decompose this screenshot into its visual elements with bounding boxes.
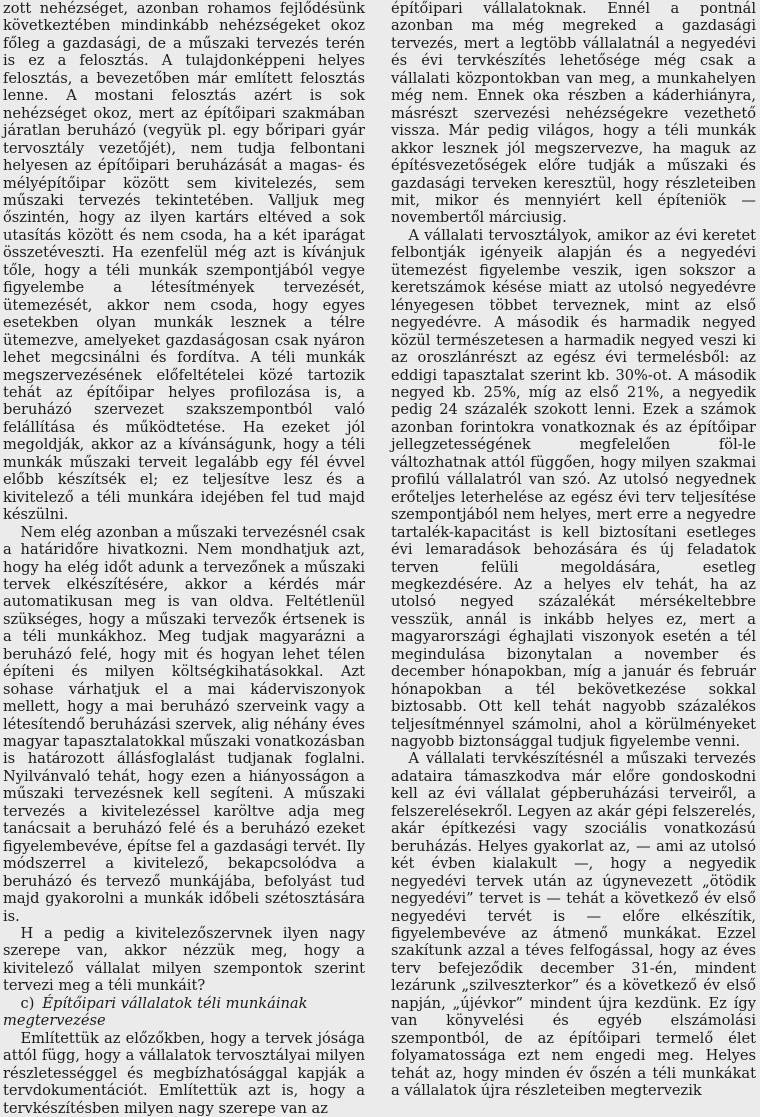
paragraph: Említettük az előzőkben, hogy a tervek jósága attól függ, hogy a vállalatok tervosztályai milyen részletességgel és megbízhatósággal kapják a tervdokumentációt. Említettük azt is, hogy a tervkészítésben milyen nagy szerepe van az: [3, 1029, 365, 1117]
right-column: [391, 0, 756, 1100]
paragraph: Nem elég azonban a műszaki tervezésnél csak a határidőre hivatkozni. Nem mondhatjuk azt, hogy ha elég időt adunk a tervezőnek a műszaki tervek elkészítésére, akkor a kérdés már automatikusan meg is van oldva. Feltétlenül szükséges, hogy a műszaki tervezők értsenek is a téli munkákhoz. Meg tudjak magyarázni a beruházó felé, hogy mit és hogyan lehet télen építeni és milyen költségkihatásokkal. Azt sohase várhatjuk el a mai káderviszonyok mellett, hogy a mai beruházó szerveink vagy a létesítendő beruházási szervek, alig néhány éves magyar tapasztalatokkal műszaki vonatkozásban is határozott állásfoglalást tudjanak foglalni. Nyilvánvaló tehát, hogy ezen a hiányosságon a műszaki tervezésnek kell segíteni. A műszaki tervezés a kivitelezéssel karöltve adja meg tanácsait a beruházó felé és a beruházó ezeket figyelembevéve, építse fel a gazdasági tervét. Ily módszerrel a kivitelező, bekapcsolódva a beruházó és tervező munkájába, befolyást tud majd gyakorolni a munkák időbeli szétosztására is.: [3, 523, 365, 925]
paragraph: A vállalati tervkészítésnél a műszaki tervezés adataira támaszkodva már előre gondoskodni kell az évi vállalat gépberuházási terveiről, a felszerelésekről. Legyen az akár gépi felszerelés, akár építkezési vagy szociális vonatkozású beruházás. Helyes gyakorlat az, — ami az utolsó két évben kialakult —, hogy a negyedik negyedévi tervek után az úgynevezett „ötödik negyedévi” tervet is — tehát a következő év első negyedévi tervét is — előre elkészítik, figyelembevéve az átmenő munkákat. Ezzel szakítunk azzal a téves felfogással, hogy az éves terv befejeződik december 31-én, mindent lezárunk „szilveszterkor” és a következő év első napján, „újévkor” mindent újra kezdünk. Ez így van könyvelési és egyéb elszámolási szempontból, de az építőipari termelő élet folyamatossága ezt nem engedi meg. Helyes tehát az, hogy minden év őszén a téli munkákat a vállalatok újra részleteiben megtervezik: [391, 750, 756, 1100]
paragraph: A vállalati tervosztályok, amikor az évi keretet felbontják igényeik alapján és a negyedévi ütemezést figyelembe veszik, igen sokszor a keretszámok késése miatt az utolsó negyedévre lényegesen többet terveznek, mint az első negyedévre. A második és harmadik negyed közül természetesen a harmadik negyed veszi ki az oroszlánrészt az egész évi termelésből: az eddigi tapasztalat szerint kb. 30%-ot. A második negyed kb. 25%, míg az első 21%, a negyedik pedig 24 százalék szokott lenni. Ezek a számok azonban forintokra vonatkoznak és az építőipar jellegzetességének megfelelően föl-le változhatnak attól függően, hogy milyen szakmai profilú vállalatról van szó. Az utolsó negyednek erőteljes leterhelése az egész évi terv teljesítése szempontjából nem helyes, mert erre a negyedre tartalék-kapacitást is kell biztosítani esetleges évi lemaradások behozására és új feladatok terven felüli megoldására, esetleg megkezdésére. Az a helyes elv tehát, ha az utolsó negyed százalékát mérsékeltebbre vesszük, annál is inkább helyes ez, mert a magyarországi éghajlati viszonyok esetén a tél megindulása bizonytalan a november és december hónapokban, míg a január és február hónapokban a tél bekövetkezése sokkal biztosabb. Ott kell tehát nagyobb százalékos teljesítménnyel számolni, ahol a körülményeket nagyobb biztonsággal tudjuk figyelembe venni.: [391, 226, 756, 751]
section-heading: [3, 995, 365, 1030]
section-number: c): [20, 994, 35, 1012]
paragraph: zott nehézséget, azonban rohamos fejlődésünk következtében mindinkább nehézségeket okoz főleg a gazdasági, de a műszaki tervezés terén is ez a felosztás. A tulajdonképpeni helyes felosztás, a bevezetőben már említett felosztás lenne. A mostani felosztás azért is sok nehézséget okoz, mert az építőipari szakmában járatlan beruházó (vegyük pl. egy bőripari gyár tervosztály vezetőjét), nem tudja felbontani helyesen az építőipari beruházását a magas- és mélyépítőipar között sem kivitelezés, sem műszaki tervezés tekintetében. Valljuk meg őszintén, hogy az ilyen kartárs eltéved a sok utasítás között és nem csoda, ha a két iparágat összetéveszti. Ha ezenfelül még azt is kívánjuk tőle, hogy a téli munkák szempontjából vegye figyelembe a létesítmények tervezését, ütemezését, akkor nem csoda, hogy egyes esetekben olyan munkák lesznek a télre ütemezve, amelyeket gazdaságosan csak nyáron lehet megcsinálni és fordítva. A téli munkák megszervezésének előfeltételei közé tartozik tehát az építőipar helyes profilozása is, a beruházó szervezet szakszempontból való felállítása és működtetése. Ha ezeket jól megoldják, akkor az a kívánságunk, hogy a téli munkák műszaki terveit legalább egy fél évvel előbb készítsék el; ez teljesítve lesz és a kivitelező a téli munkára idejében fel tud majd készülni.: [3, 0, 365, 524]
paragraph: építőipari vállalatoknak. Ennél a pontnál azonban ma még megreked a gazdasági tervezés, mert a legtöbb vállalatnál a negyedévi és évi tervkészítés lehetősége még csak a vállalati központokban van meg, a munkahelyen még nem. Ennek oka részben a káderhiányra, másrészt szervezési nehézségekre vezethető vissza. Már pedig világos, hogy a téli munkák akkor lesznek jól megszervezve, ha maguk az építésvezetőségek előre tudják a műszaki és gazdasági terveken keresztül, hogy részleteiben mit, mikor és mennyiért kell építeniök — novembertől márciusig.: [391, 0, 756, 227]
paragraph: H a pedig a kivitelezőszervnek ilyen nagy szerepe van, akkor nézzük meg, hogy a kivitelező vállalat milyen szempontok szerint tervezi meg a téli munkáit?: [3, 925, 365, 995]
left-column: [3, 0, 365, 1117]
section-title: Építőipari vállalatok téli munkáinak megtervezése: [3, 994, 308, 1030]
